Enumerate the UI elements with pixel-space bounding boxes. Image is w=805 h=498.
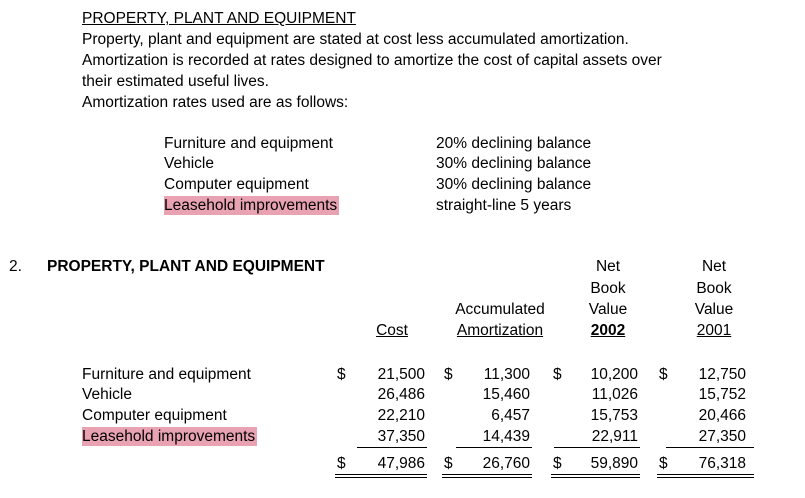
subtotal-rule [666, 447, 754, 448]
currency-sign: $ [659, 455, 668, 472]
rate-asset: Furniture and equipment [164, 135, 333, 152]
currency-sign: $ [337, 366, 346, 383]
total-double-rule [551, 474, 640, 475]
cell-cost: 37,350 [377, 428, 425, 445]
note-title: PROPERTY, PLANT AND EQUIPMENT [47, 258, 325, 275]
policy-text-line: their estimated useful lives. [82, 73, 269, 90]
cell-nbv2001: 20,466 [698, 407, 746, 424]
currency-sign: $ [553, 366, 562, 383]
rate-value: 30% declining balance [436, 176, 592, 193]
subtotal-rule [554, 447, 640, 448]
total-accum: 26,760 [482, 455, 530, 472]
cell-nbv2002: 10,200 [590, 366, 638, 383]
cell-accum: 14,439 [482, 428, 530, 445]
cell-cost: 22,210 [377, 407, 425, 424]
cell-nbv2002: 22,911 [591, 428, 638, 445]
currency-sign: $ [444, 455, 453, 472]
rate-asset-highlighted: Leasehold improvements [164, 197, 338, 214]
cell-nbv2001: 27,350 [698, 428, 746, 445]
total-double-rule [442, 477, 532, 478]
row-label: Computer equipment [82, 407, 227, 424]
header-nbv2001-year: 2001 [696, 322, 732, 339]
policy-text-line: Amortization rates used are as follows: [82, 94, 349, 111]
cell-nbv2002: 15,753 [590, 407, 638, 424]
rate-value: 20% declining balance [436, 135, 592, 152]
policy-heading: PROPERTY, PLANT AND EQUIPMENT [82, 10, 356, 27]
rate-asset: Computer equipment [164, 176, 309, 193]
rate-value: 30% declining balance [436, 155, 592, 172]
currency-sign: $ [553, 455, 562, 472]
header-nbv2001-line3: Value [694, 301, 734, 318]
cell-nbv2001: 12,750 [698, 366, 746, 383]
total-nbv2002: 59,890 [590, 455, 638, 472]
cell-nbv2002: 11,026 [591, 386, 638, 403]
total-cost: 47,986 [377, 455, 425, 472]
row-label: Furniture and equipment [82, 366, 251, 383]
header-nbv2001-line2: Book [696, 280, 732, 297]
cell-nbv2001: 15,752 [698, 386, 746, 403]
note-number: 2. [9, 258, 22, 275]
row-label: Vehicle [82, 386, 132, 403]
cell-accum: 6,457 [491, 407, 530, 424]
header-nbv2002-line2: Book [590, 280, 626, 297]
total-nbv2001: 76,318 [698, 455, 746, 472]
rate-asset: Vehicle [164, 155, 214, 172]
total-double-rule [657, 474, 754, 475]
header-nbv2001-line1: Net [701, 258, 727, 275]
total-double-rule [335, 474, 427, 475]
subtotal-rule [357, 447, 427, 448]
currency-sign: $ [659, 366, 668, 383]
subtotal-rule [456, 447, 532, 448]
currency-sign: $ [337, 455, 346, 472]
total-double-rule [551, 477, 640, 478]
currency-sign: $ [444, 366, 453, 383]
header-nbv2002-line1: Net [595, 258, 621, 275]
cell-cost: 21,500 [377, 366, 425, 383]
total-double-rule [442, 474, 532, 475]
cell-accum: 15,460 [482, 386, 530, 403]
header-nbv2002-line3: Value [588, 301, 628, 318]
header-accumulated: Accumulated [455, 301, 545, 318]
header-cost: Cost [376, 322, 408, 339]
total-double-rule [335, 477, 427, 478]
header-nbv2002-year: 2002 [590, 322, 626, 339]
rate-value: straight-line 5 years [436, 197, 572, 214]
cell-cost: 26,486 [377, 386, 425, 403]
total-double-rule [657, 477, 754, 478]
cell-accum: 11,300 [483, 366, 530, 383]
row-label-highlighted: Leasehold improvements [82, 428, 256, 445]
policy-text-line: Amortization is recorded at rates designed to amortize the cost of capital assets over [82, 52, 662, 69]
policy-text-line: Property, plant and equipment are stated at cost less accumulated amortization. [82, 31, 629, 48]
header-amortization: Amortization [456, 322, 544, 339]
